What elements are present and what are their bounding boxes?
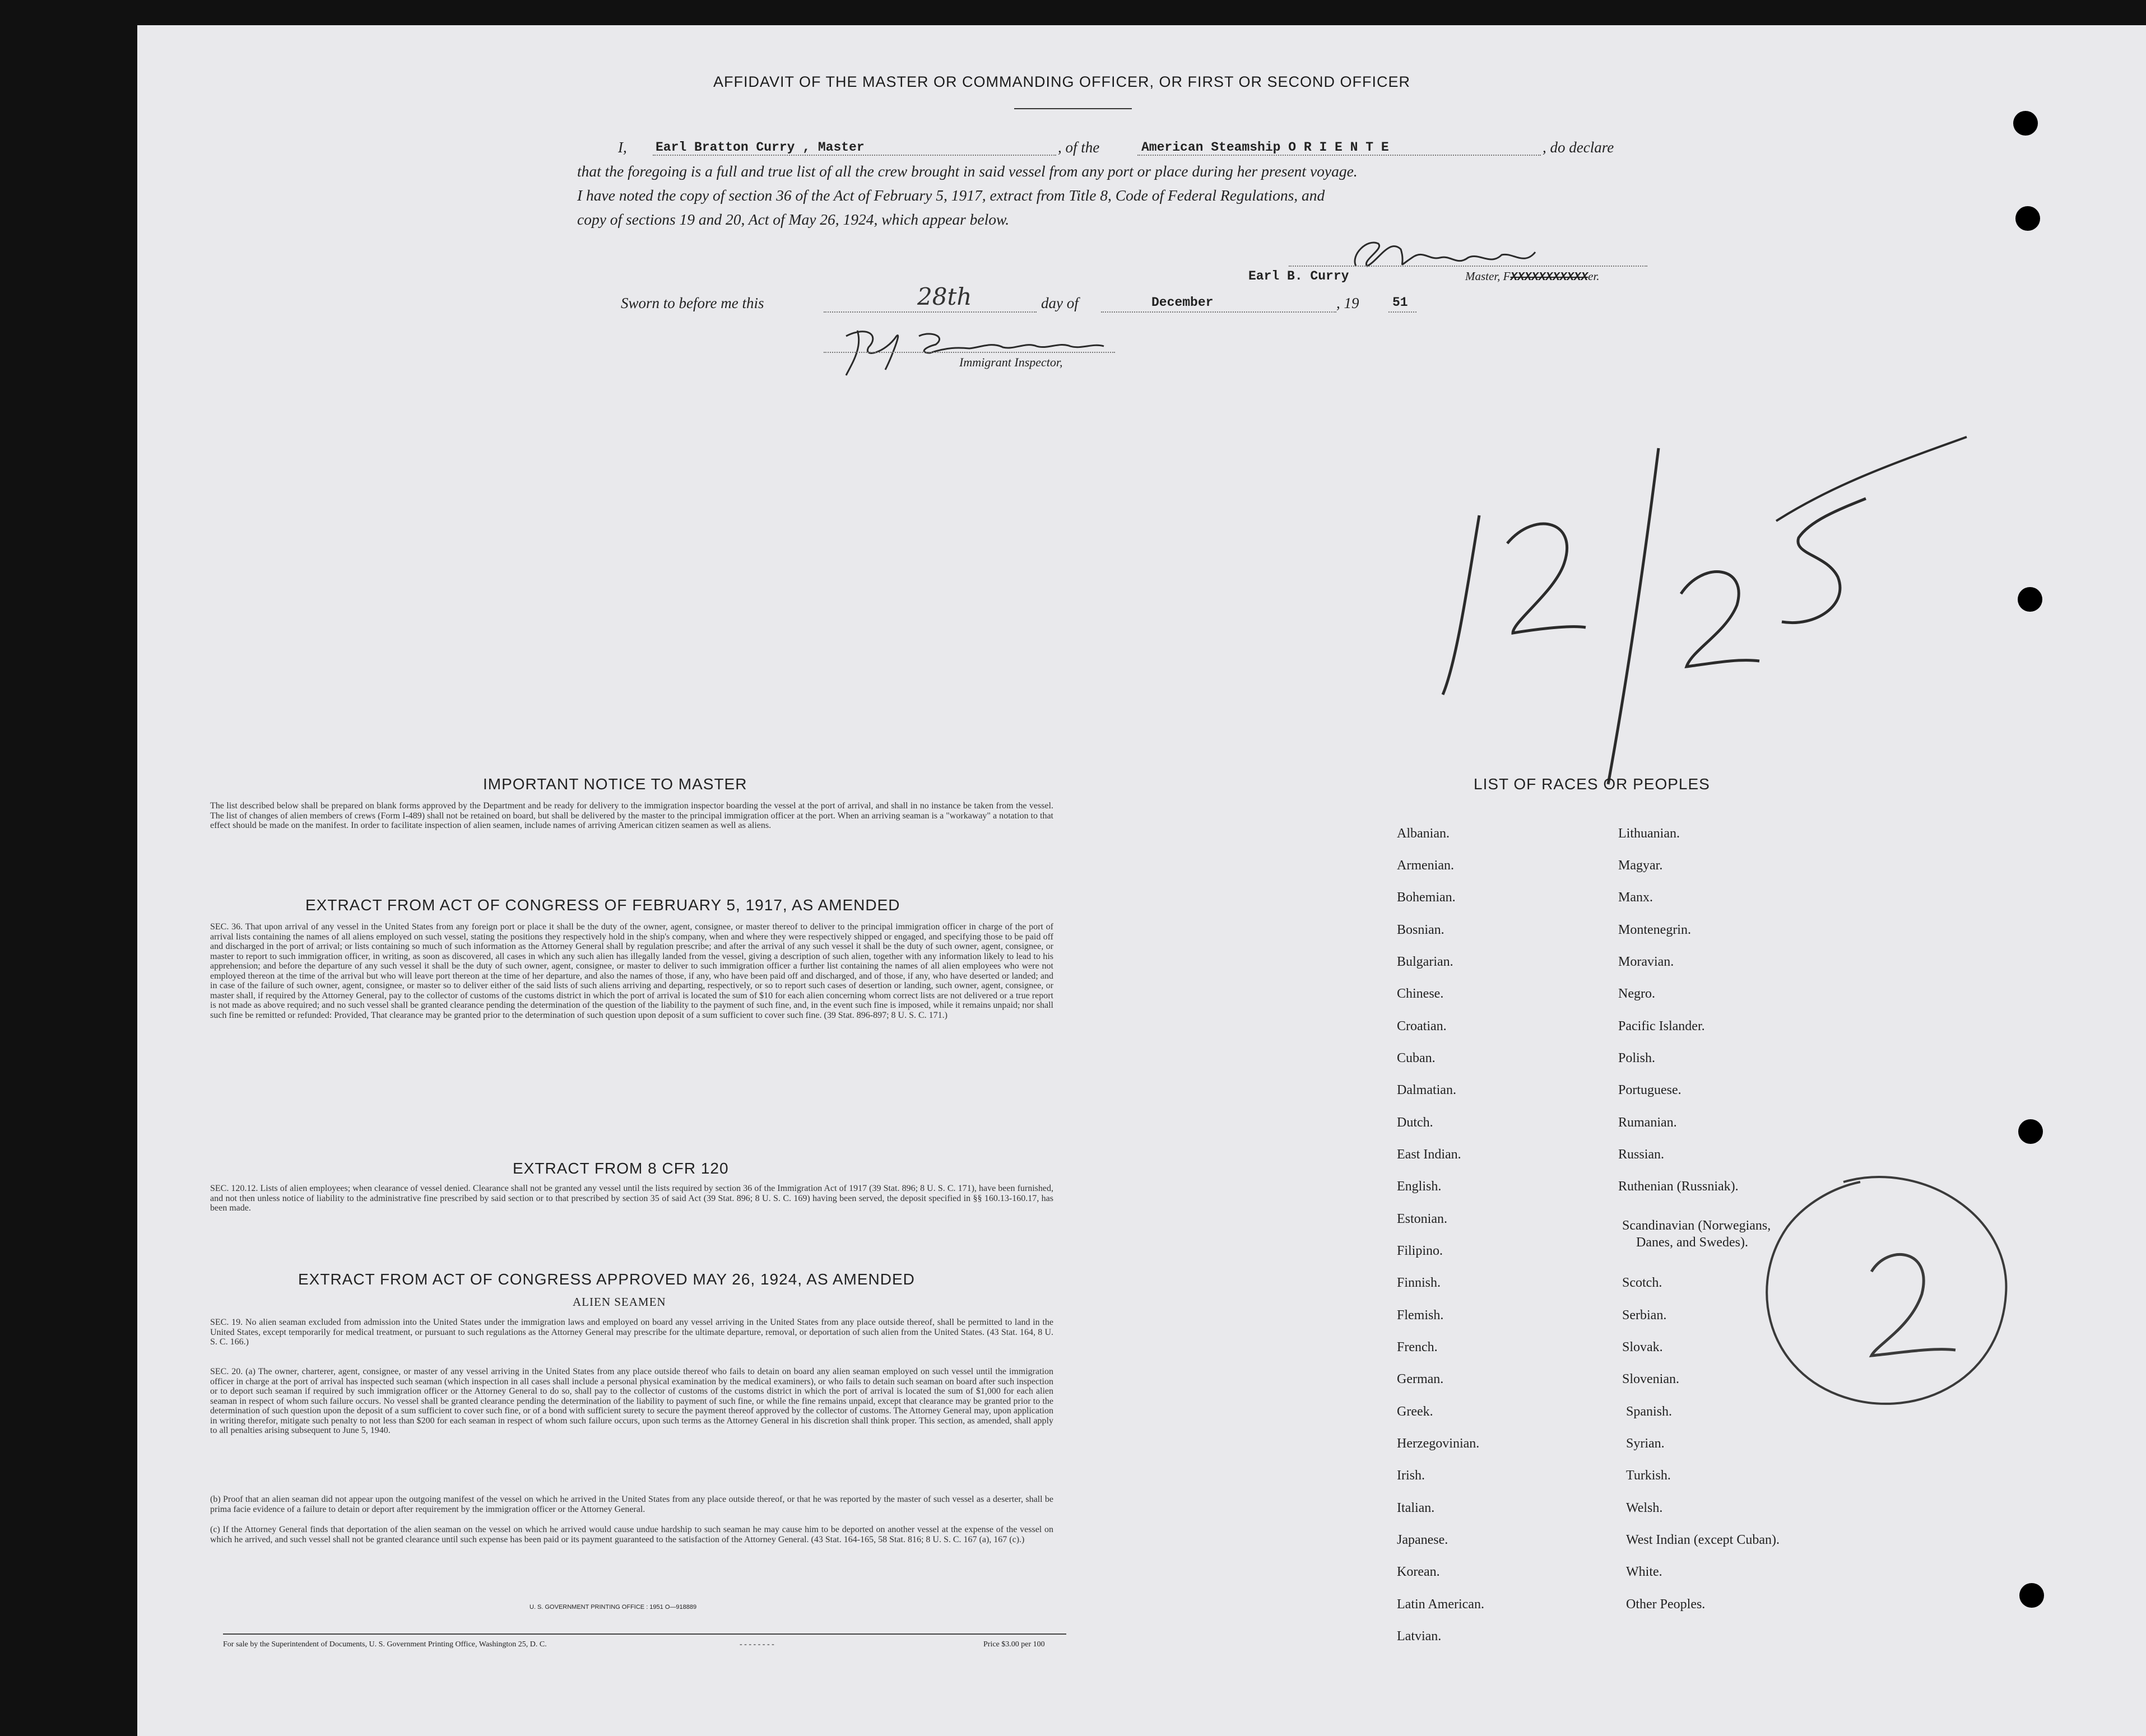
race-item: English. <box>1397 1179 1442 1194</box>
race-item: Chinese. <box>1397 986 1444 1001</box>
extract-1917-title: EXTRACT FROM ACT OF CONGRESS OF FEBRUARY 5, 1917, AS AMENDED <box>305 896 900 914</box>
sworn-month: December <box>1151 295 1214 310</box>
extract-1924-sec20a: SEC. 20. (a) The owner, charterer, agent, consignee, or master of any vessel arriving in the United States from any place outside thereof who fails to detain on board any alien seaman employed on such vessel until the immigration officer in charge at the port of arrival has inspected such seaman (which inspection in all cases shall include a personal physical examination by the medical examiners), or who fails to detain such seaman on board after such inspection or to deport such seaman if required by such immigration officer or the Attorney General to do so, shall pay to the collector of customs of the customs district in which the port of arrival is located the sum of $1,000 for each alien seaman in respect of whom such failure occurs. No vessel shall be granted clearance pending the determination of the liability to payment of such fine, or while the fine remains unpaid, except that clearance may be granted prior to the determination of such question upon the deposit of a sum sufficient to cover such fine, or of a bond with sufficient surety to secure the payment thereof approved by the collector of customs. The Attorney General may, upon application in writing therefor, mitigate such penalty to not less than $200 for each seaman in respect of whom such failure occurs, upon such terms as the Attorney General in his discretion shall think proper. This section, as amended, shall apply to all penalties arising subsequent to June 5, 1940. <box>210 1367 1053 1435</box>
race-item: Ruthenian (Russniak). <box>1618 1179 1739 1194</box>
signature-line <box>1289 266 1647 267</box>
race-item: Albanian. <box>1397 826 1450 841</box>
race-item: Scotch. <box>1622 1276 1662 1290</box>
affidavit-title: AFFIDAVIT OF THE MASTER OR COMMANDING OFFICER, OR FIRST OR SECOND OFFICER <box>713 73 1411 90</box>
race-item: French. <box>1397 1340 1438 1355</box>
race-item: Bosnian. <box>1397 923 1444 937</box>
name-line <box>653 155 1056 156</box>
sworn-prefix: Sworn to before me this <box>621 295 764 311</box>
declaration-line-2: that the foregoing is a full and true list of all the crew brought in said vessel from any port or place during her present voyage. <box>577 162 1358 180</box>
document-page <box>137 25 2146 1736</box>
notice-title: IMPORTANT NOTICE TO MASTER <box>483 775 747 793</box>
race-item: Dutch. <box>1397 1115 1433 1130</box>
race-item: Estonian. <box>1397 1212 1447 1226</box>
race-item: German. <box>1397 1372 1444 1386</box>
race-item: Serbian. <box>1622 1308 1667 1323</box>
declaration-line-3: I have noted the copy of section 36 of the Act of February 5, 1917, extract from Title 8, Code of Federal Regulations, and <box>577 187 1325 204</box>
declaration-line-4: copy of sections 19 and 20, Act of May 26, 1924, which appear below. <box>577 211 1010 228</box>
race-item: Portuguese. <box>1618 1083 1682 1097</box>
signer-role-end: er. <box>1588 269 1600 283</box>
race-item: Herzegovinian. <box>1397 1436 1480 1451</box>
race-item: Latvian. <box>1397 1629 1442 1644</box>
punch-hole <box>2013 111 2038 136</box>
race-item: Welsh. <box>1626 1501 1663 1515</box>
race-item: Negro. <box>1618 986 1655 1001</box>
signer-role-struck: XXXXXXXXXXX <box>1510 271 1588 284</box>
master-name: Earl Bratton Curry , Master <box>656 140 865 155</box>
race-item: Cuban. <box>1397 1051 1436 1065</box>
race-item: Pacific Islander. <box>1618 1019 1705 1034</box>
inspector-label: Immigrant Inspector, <box>959 355 1063 369</box>
race-item: Slovak. <box>1622 1340 1663 1355</box>
race-item: Russian. <box>1618 1147 1665 1162</box>
month-line <box>1101 311 1336 313</box>
sworn-day-of: day of <box>1041 295 1079 311</box>
race-item: Moravian. <box>1618 955 1674 969</box>
race-item: Korean. <box>1397 1565 1440 1579</box>
race-item: Lithuanian. <box>1618 826 1680 841</box>
declaration-of-the: , of the <box>1058 139 1100 156</box>
race-item: Japanese. <box>1397 1533 1448 1547</box>
race-item: Finnish. <box>1397 1276 1441 1290</box>
race-item: Italian. <box>1397 1501 1435 1515</box>
footer-right: Price $3.00 per 100 <box>983 1640 1045 1649</box>
races-title: LIST OF RACES OR PEOPLES <box>1474 775 1710 793</box>
race-item: Syrian. <box>1626 1436 1665 1451</box>
race-item: Bulgarian. <box>1397 955 1453 969</box>
race-item: Flemish. <box>1397 1308 1444 1323</box>
title-rule <box>1014 108 1132 109</box>
footer-rule <box>223 1633 1066 1635</box>
signer-role-start: Master, F <box>1465 269 1511 283</box>
year-line <box>1388 311 1416 313</box>
race-item: Scandinavian (Norwegians, <box>1622 1218 1771 1233</box>
printing-office-note: U. S. GOVERNMENT PRINTING OFFICE : 1951 O—918889 <box>529 1604 697 1611</box>
race-item: Irish. <box>1397 1468 1425 1483</box>
punch-hole <box>2018 1119 2043 1144</box>
circled-number-mark <box>1743 1160 2023 1428</box>
race-item: Magyar. <box>1618 858 1663 873</box>
race-item: Armenian. <box>1397 858 1454 873</box>
sworn-year-prefix: , 19 <box>1336 295 1359 311</box>
race-item: Rumanian. <box>1618 1115 1677 1130</box>
punch-hole <box>2018 587 2042 612</box>
vessel-name: American Steamship O R I E N T E <box>1141 140 1389 155</box>
race-item: Latin American. <box>1397 1597 1484 1612</box>
race-item: Croatian. <box>1397 1019 1447 1034</box>
extract-1924-subtitle: ALIEN SEAMEN <box>573 1295 666 1309</box>
race-item: Turkish. <box>1626 1468 1671 1483</box>
extract-1924-sec20c: (c) If the Attorney General finds that deportation of the alien seaman on the vessel on which he arrived would cause undue hardship to such seaman he may cause him to be deported on another vessel at the expense of the vessel on which he arrived, and such vessel shall not be granted clearance until such expense has been paid or its payment guaranteed to the satisfaction of the Attorney General. (43 Stat. 164-165, 58 Stat. 816; 8 U. S. C. 167 (a), 167 (c).) <box>210 1525 1053 1544</box>
vessel-line <box>1137 155 1541 156</box>
footer-left: For sale by the Superintendent of Documents, U. S. Government Printing Office, Washington 25, D. C. <box>223 1640 547 1649</box>
declaration-i: I, <box>618 139 627 156</box>
inspector-signature <box>835 314 1126 381</box>
extract-1924-sec20b: (b) Proof that an alien seaman did not appear upon the outgoing manifest of the vessel on which he arrived in the United States from any place outside thereof, or that he was reported by the master of such vessel as a deserter, shall be prima facie evidence of a failure to detain or deport after requirement by the immigration officer or the Attorney General. <box>210 1495 1053 1514</box>
punch-hole <box>2015 206 2040 231</box>
extract-1917-body: SEC. 36. That upon arrival of any vessel in the United States from any foreign port or place it shall be the duty of the owner, agent, consignee, or master thereof to deliver to the principal immigration officer in charge of the port of arrival lists containing the names of all aliens employed on such vessel, stating the positions they respectively hold in the ship's company, when and where they were respectively shipped or engaged, and specifying those to be paid off and discharged in the port of arrival; or lists containing so much of such information as the Attorney General shall by regulation prescribe; and after the arrival of any such vessel it shall be the duty of such owner, agent, consignee, or master to report to such immigration officer, in writing, as soon as discovered, all cases in which any such alien has illegally landed from the vessel, giving a description of such alien, together with any information likely to lead to his apprehension; and before the departure of any such vessel it shall be the duty of such owner, agent, consignee, or master to deliver to such immigration officer a further list containing the names of all alien employees who were not employed thereon at the time of the arrival but who will leave port thereon at the time of her departure, and also the names of those, if any, who have been paid off and discharged, and of those, if any, who have deserted or landed; and in case of the failure of such owner, agent, consignee, or master so to deliver either of the said lists of such aliens arriving and departing, respectively, or so to report such cases of desertion or landing, such owner, agent, consignee, or master shall, if required by the Attorney General, pay to the collector of customs of the customs district in which the port of arrival is located the sum of $10 for each alien concerning whom correct lists are not delivered or a true report is not made as above required; and no such vessel shall be granted clearance pending the determination of the question of the liability to the payment of such fine, and, in the event such fine is imposed, while it remains unpaid; nor shall such fine be remitted or refunded: Provided, That clearance may be granted prior to the determination of such question upon deposit of a sum sufficient to cover such fine. (39 Stat. 896-897; 8 U. S. C. 171.) <box>210 922 1053 1020</box>
footer-dashes: - - - - - - - - <box>740 1640 774 1649</box>
handwritten-date-mark <box>1345 426 1972 807</box>
extract-cfr-title: EXTRACT FROM 8 CFR 120 <box>513 1160 729 1177</box>
declaration-do-declare: , do declare <box>1543 139 1614 156</box>
signer-role <box>1465 269 1600 284</box>
race-item: White. <box>1626 1565 1662 1579</box>
day-line <box>824 311 1037 313</box>
race-item: Greek. <box>1397 1404 1433 1419</box>
race-item: Dalmatian. <box>1397 1083 1456 1097</box>
race-item: West Indian (except Cuban). <box>1626 1533 1780 1547</box>
extract-1924-sec19: SEC. 19. No alien seaman excluded from admission into the United States under the immigration laws and employed on board any vessel arriving in the United States from any place outside thereof, shall be permitted to land in the United States, except temporarily for medical treatment, or pursuant to such regulations as the Attorney General may prescribe for the ultimate departure, removal, or deportation of such alien from the United States. (43 Stat. 164, 8 U. S. C. 166.) <box>210 1318 1053 1347</box>
race-item: Montenegrin. <box>1618 923 1691 937</box>
punch-hole <box>2019 1583 2044 1608</box>
inspector-line <box>824 352 1115 353</box>
race-item: Other Peoples. <box>1626 1597 1706 1612</box>
race-item: East Indian. <box>1397 1147 1461 1162</box>
race-item: Danes, and Swedes). <box>1636 1235 1748 1250</box>
extract-1924-title: EXTRACT FROM ACT OF CONGRESS APPROVED MAY 26, 1924, AS AMENDED <box>298 1270 915 1288</box>
race-item: Slovenian. <box>1622 1372 1679 1386</box>
notice-body: The list described below shall be prepared on blank forms approved by the Department and be ready for delivery to the immigration inspector boarding the vessel at the port of arrival, and shall in no instance be taken from the vessel. The list of changes of alien members of crews (Form I-489) shall not be retained on board, but shall be delivered by the master to the principal immigration officer at the port. When an arriving seaman is a "workaway" a notation to that effect should be made on the manifest. In order to facilitate inspection of alien seamen, include names of arriving American citizen seamen as well as aliens. <box>210 801 1053 830</box>
race-item: Manx. <box>1618 890 1653 905</box>
extract-cfr-body: SEC. 120.12. Lists of alien employees; when clearance of vessel denied. Clearance shall not be granted any vessel until the lists required by section 36 of the Immigration Act of 1917 (39 Stat. 896; 8 U. S. C. 171), have been furnished, and not then unless notice of liability to the administrative fine prescribed by said section or to that prescribed by section 35 of said Act (39 Stat. 896; 8 U. S. C. 169) having been served, the deposit specified in §§ 160.13-160.17, has been made. <box>210 1184 1053 1213</box>
sworn-year: 51 <box>1392 295 1408 310</box>
race-item: Spanish. <box>1626 1404 1673 1419</box>
race-item: Filipino. <box>1397 1244 1443 1258</box>
handwritten-number-text <box>1457 560 1458 561</box>
race-item: Bohemian. <box>1397 890 1456 905</box>
race-item: Polish. <box>1618 1051 1656 1065</box>
signer-name: Earl B. Curry <box>1248 269 1349 283</box>
sworn-day: 28th <box>917 283 972 310</box>
